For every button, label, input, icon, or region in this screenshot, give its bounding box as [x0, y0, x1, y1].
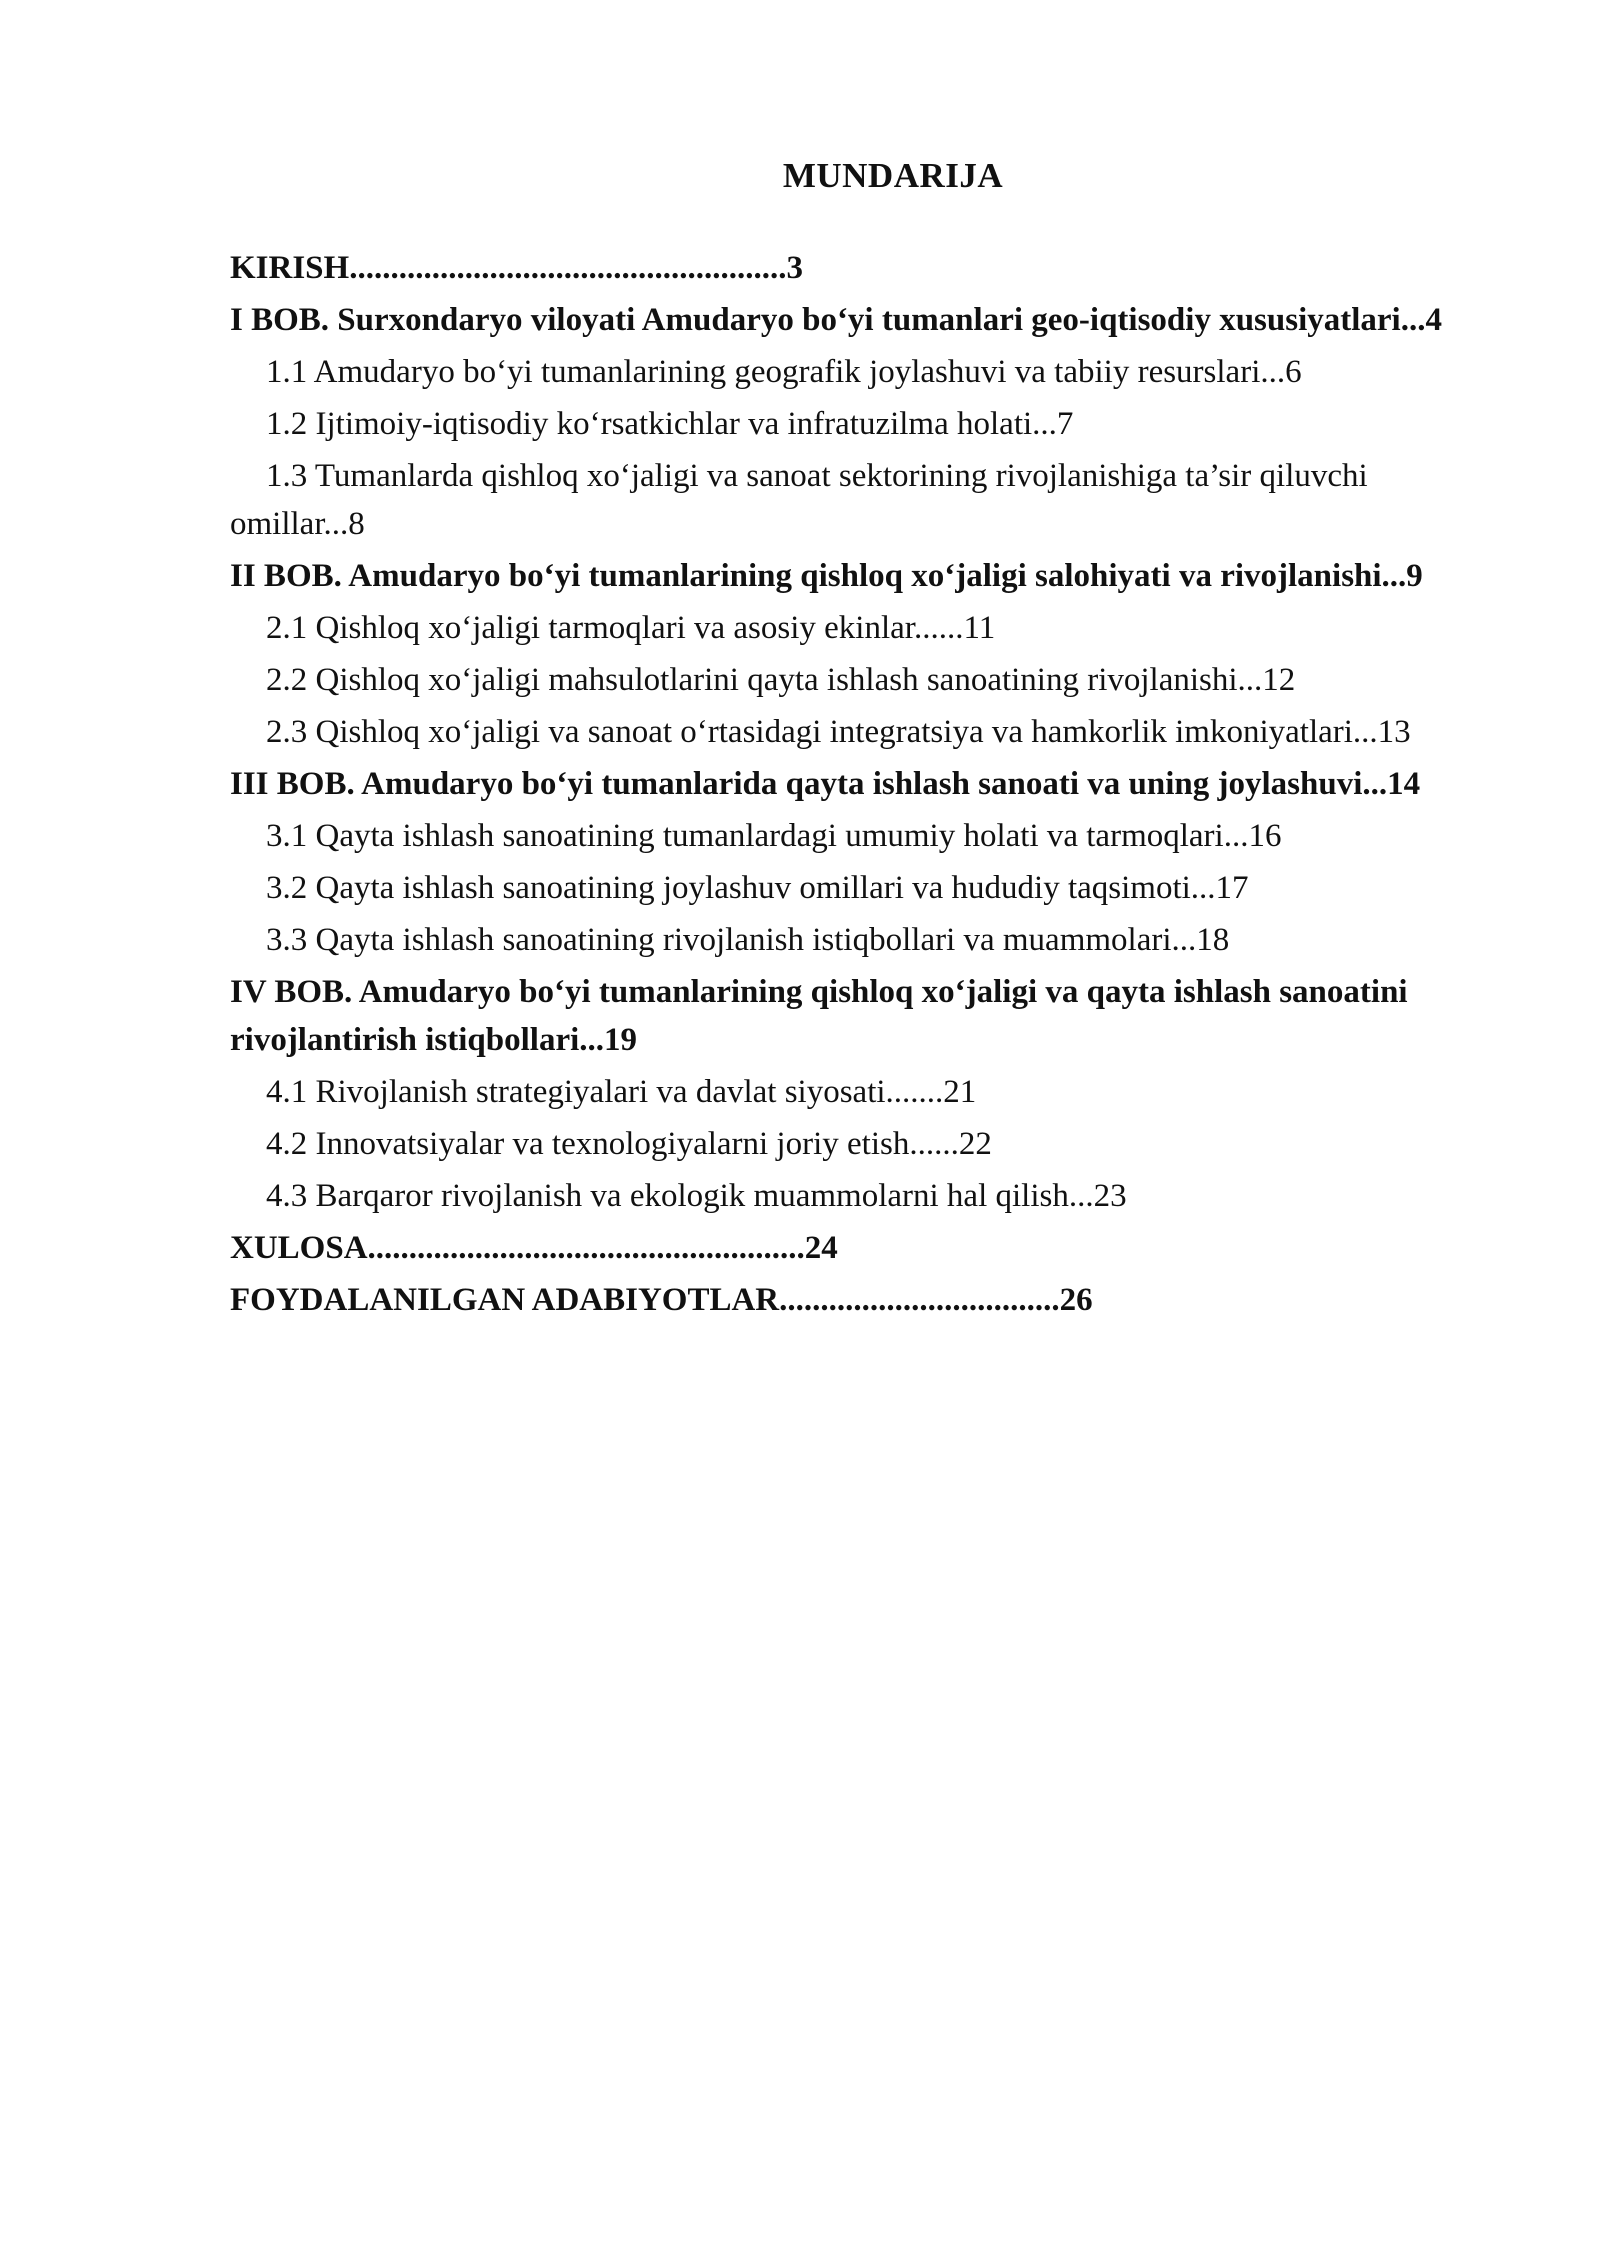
- toc-entry-xulosa: XULOSA.....................................................24: [230, 1230, 838, 1266]
- toc-entry-3-3: 3.3 Qayta ishlash sanoatining rivojlanish istiqbollari va muammolari...18: [266, 922, 1230, 958]
- toc-entry-4-2: 4.2 Innovatsiyalar va texnologiyalarni joriy etish......22: [266, 1126, 992, 1162]
- toc-entry-2-1: 2.1 Qishloq xo‘jaligi tarmoqlari va asosiy ekinlar......11: [266, 610, 996, 646]
- toc-entry-references: FOYDALANILGAN ADABIYOTLAR..................................26: [230, 1282, 1093, 1318]
- toc-entry-2-3: 2.3 Qishloq xo‘jaligi va sanoat o‘rtasidagi integratsiya va hamkorlik imkoniyatlari...13: [266, 714, 1411, 750]
- toc-entry-chapter-4: IV BOB. Amudaryo bo‘yi tumanlarining qishloq xo‘jaligi va qayta ishlash sanoatini rivojlantirish istiqbollari...19: [230, 974, 1408, 1058]
- toc-entry-kirish: KIRISH.....................................................3: [230, 250, 803, 286]
- toc-entry-chapter-2: II BOB. Amudaryo bo‘yi tumanlarining qishloq xo‘jaligi salohiyati va rivojlanishi...9: [230, 558, 1423, 594]
- toc-entry-3-1: 3.1 Qayta ishlash sanoatining tumanlardagi umumiy holati va tarmoqlari...16: [266, 818, 1282, 854]
- page-title: MUNDARIJA: [782, 156, 1004, 195]
- toc-entry-1-2: 1.2 Ijtimoiy-iqtisodiy ko‘rsatkichlar va infratuzilma holati...7: [266, 406, 1074, 442]
- table-of-contents: [230, 244, 1505, 1324]
- toc-entry-4-3: 4.3 Barqaror rivojlanish va ekologik muammolarni hal qilish...23: [266, 1178, 1127, 1214]
- toc-entry-4-1: 4.1 Rivojlanish strategiyalari va davlat siyosati.......21: [266, 1074, 977, 1110]
- toc-entry-1-1: 1.1 Amudaryo bo‘yi tumanlarining geografik joylashuvi va tabiiy resurslari...6: [266, 354, 1302, 390]
- toc-entry-3-2: 3.2 Qayta ishlash sanoatining joylashuv omillari va hududiy taqsimoti...17: [266, 870, 1249, 906]
- toc-entry-chapter-3: III BOB. Amudaryo bo‘yi tumanlarida qayta ishlash sanoati va uning joylashuvi...14: [230, 766, 1421, 802]
- toc-entry-2-2: 2.2 Qishloq xo‘jaligi mahsulotlarini qayta ishlash sanoatining rivojlanishi...12: [266, 662, 1296, 698]
- toc-entry-1-3: 1.3 Tumanlarda qishloq xo‘jaligi va sanoat sektorining rivojlanishiga ta’sir qiluvchi omillar...8: [230, 458, 1368, 542]
- toc-entry-chapter-1: I BOB. Surxondaryo viloyati Amudaryo bo‘yi tumanlari geo-iqtisodiy xususiyatlari...4: [230, 302, 1442, 338]
